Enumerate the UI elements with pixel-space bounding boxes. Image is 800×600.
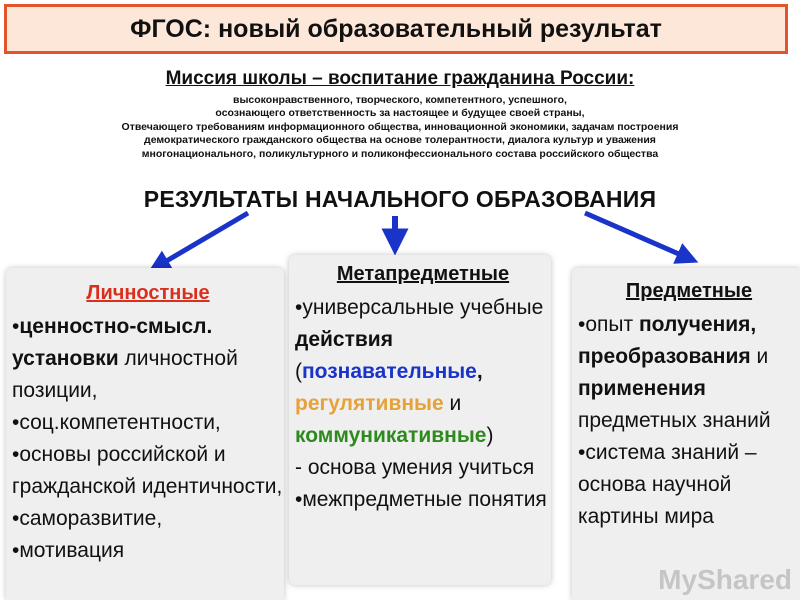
- personal-item-text: личностной позиции,: [12, 347, 238, 402]
- personal-item-bold: ценностно-смысл. установки: [12, 315, 213, 370]
- meta-text: - основа умения учиться: [295, 456, 535, 479]
- subject-text: система знаний – основа научной картины мира: [578, 441, 757, 528]
- subject-list: •опыт получения, преобразования и применения предметных знаний •система знаний – основа научной картины мира: [578, 313, 771, 528]
- mission-title: Миссия школы – воспитание гражданина России:: [165, 68, 635, 89]
- subject-text-bold: применения: [578, 377, 706, 400]
- subject-text-bold: получения, преобразования: [578, 313, 757, 368]
- personal-list: •ценностно-смысл. установки личностной позиции, •соц.компетентности, •основы российской и гражданской идентичности, •саморазвитие, •мотивация: [12, 315, 283, 562]
- meta-and: и: [443, 392, 462, 415]
- personal-item: саморазвитие,: [19, 507, 163, 530]
- arrow-right: [585, 213, 688, 258]
- personal-item: основы российской и гражданской идентичности,: [12, 443, 283, 498]
- subject-text: опыт: [585, 313, 639, 336]
- mission-line: многонационального, поликультурного и поликонфессионального состава российского общества: [141, 147, 659, 160]
- mission-line: Отвечающего требованиям информационного общества, инновационной экономики, задачам построения: [121, 120, 679, 133]
- arrow-left: [158, 213, 248, 266]
- personal-item: мотивация: [19, 539, 125, 562]
- subject-results-box: [572, 268, 800, 600]
- meta-text: межпредметные понятия: [302, 488, 547, 511]
- personal-item: соц.компетентности,: [19, 411, 221, 434]
- results-heading: РЕЗУЛЬТАТЫ НАЧАЛЬНОГО ОБРАЗОВАНИЯ: [143, 186, 657, 212]
- page-title: ФГОС: новый образовательный результат: [130, 14, 662, 43]
- subject-text: предметных знаний: [578, 409, 771, 432]
- meta-results-box: [289, 255, 551, 585]
- mission-line: осознающего ответственность за настоящее и будущее своей страны,: [215, 107, 585, 120]
- meta-communicative: коммуникативные: [295, 424, 487, 447]
- meta-comma: ,: [476, 360, 483, 383]
- subject-heading: Предметные: [625, 280, 753, 302]
- meta-cognitive: познавательные: [302, 360, 477, 383]
- mission-line: демократического гражданского общества на основе толерантности, диалога культур и уважения: [144, 134, 656, 147]
- subject-text: и: [750, 345, 769, 368]
- meta-heading: Метапредметные: [336, 263, 510, 285]
- watermark: MyShared: [658, 564, 792, 595]
- personal-results-box: [6, 268, 284, 600]
- personal-heading: Личностные: [86, 282, 210, 304]
- meta-close: ): [486, 424, 494, 447]
- meta-text-bold: действия: [295, 328, 393, 351]
- mission-line: высоконравственного, творческого, компетентного, успешного,: [233, 94, 567, 106]
- meta-list: •универсальные учебные действия (познавательные, регулятивные и коммуникативные) - основа умения учиться •межпредметные понятия: [295, 296, 547, 511]
- meta-regulatory: регулятивные: [295, 392, 444, 415]
- meta-text: (: [295, 360, 302, 383]
- meta-text: универсальные учебные: [302, 296, 544, 319]
